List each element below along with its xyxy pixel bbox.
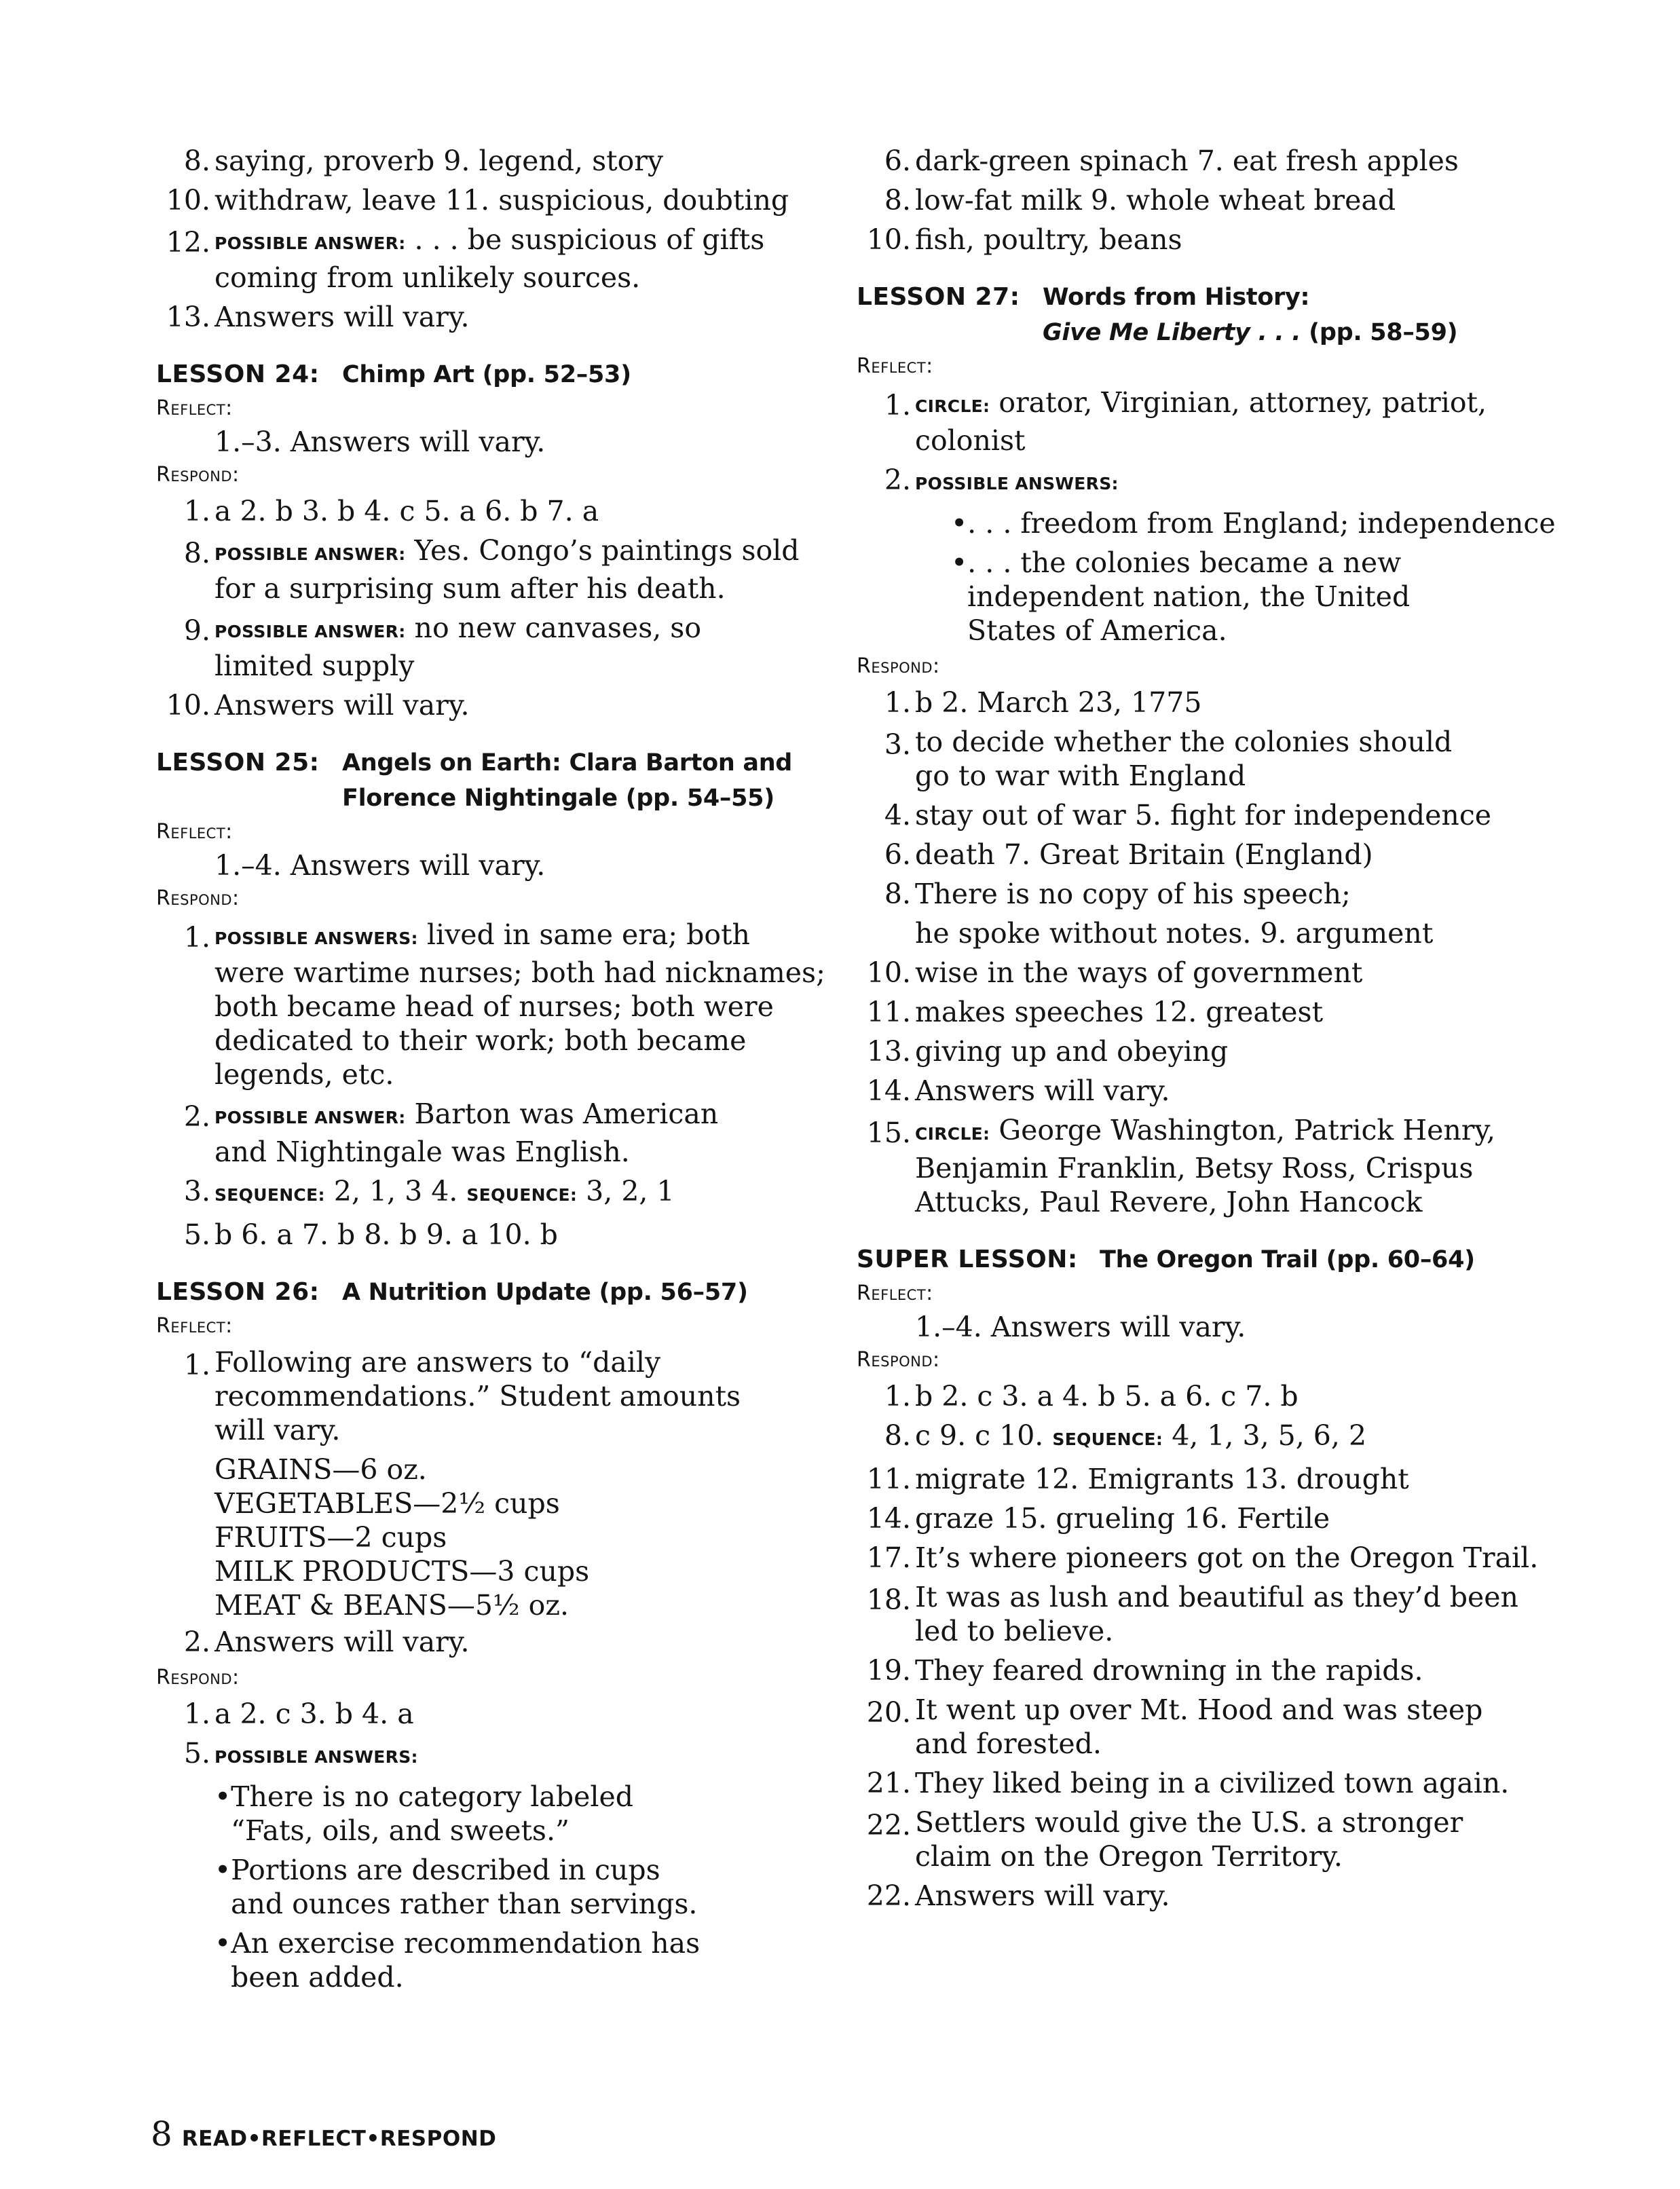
recommendation-grains: GRAINS—6 oz. <box>214 1453 427 1486</box>
answer-row: 8. c 9. c 10. SEQUENCE: 4, 1, 3, 5, 6, 2 <box>884 1419 1367 1452</box>
answer-item: 8. POSSIBLE ANSWER: Yes. Congo’s paintings sold for a surprising sum after his death. <box>183 534 800 605</box>
recommendation-fruits: FRUITS—2 cups <box>214 1521 447 1554</box>
answer-row: 1. b 2. March 23, 1775 <box>884 686 1202 719</box>
answer-row: 8. saying, proverb 9. legend, story <box>183 145 664 177</box>
answer-row: 3. SEQUENCE: 2, 1, 3 4. SEQUENCE: 3, 2, 1 <box>183 1175 675 1208</box>
answer-row: 17. It’s where pioneers got on the Oregon Trail. <box>866 1541 1539 1574</box>
page-number: 8 <box>151 2114 172 2154</box>
bullet-item: •An exercise recommendation has been added. <box>214 1927 701 1994</box>
reflect-label: Reflect: <box>156 820 233 844</box>
answer-row: 8. low-fat milk 9. whole wheat bread <box>884 184 1396 217</box>
recommendation-meat: MEAT & BEANS—5½ oz. <box>214 1589 569 1622</box>
answer-item: 1. CIRCLE: orator, Virginian, attorney, patriot, colonist <box>884 386 1487 457</box>
answer-item: 15. CIRCLE: George Washington, Patrick Henry, Benjamin Franklin, Betsy Ross, Crispus Attucks, Paul Revere, John Hancock <box>866 1114 1496 1218</box>
recommendation-vegetables: VEGETABLES—2½ cups <box>214 1487 560 1520</box>
answer-row: 13. giving up and obeying <box>866 1035 1229 1068</box>
left-column <box>156 141 835 1997</box>
answer-row: 11. migrate 12. Emigrants 13. drought <box>866 1463 1409 1495</box>
answer-row: 8. There is no copy of his speech; <box>884 878 1351 910</box>
answer-row: 5. b 6. a 7. b 8. b 9. a 10. b <box>183 1218 558 1251</box>
answer-row: 22. Answers will vary. <box>866 1879 1170 1912</box>
answer-row: 13. Answers will vary. <box>166 301 470 333</box>
lesson-24-heading: LESSON 24: Chimp Art (pp. 52–53) <box>156 360 631 388</box>
answer-row: 11. makes speeches 12. greatest <box>866 996 1324 1028</box>
reflect-label: Reflect: <box>857 1281 933 1305</box>
answer-row: 10. withdraw, leave 11. suspicious, doubting <box>166 184 789 217</box>
bullet-item: •. . . freedom from England; independence <box>951 507 1556 540</box>
reflect-label: Reflect: <box>156 396 233 420</box>
reflect-label: Reflect: <box>156 1314 233 1338</box>
reflect-answer: 1.–4. Answers will vary. <box>214 849 546 882</box>
answer-row: 10. wise in the ways of government <box>866 956 1363 989</box>
answer-item: 3. to decide whether the colonies should go to war with England <box>884 726 1453 792</box>
answer-row: 2. Answers will vary. <box>183 1626 470 1658</box>
page-footer <box>151 2114 496 2154</box>
bullet-item: •. . . the colonies became a new independent nation, the United States of America. <box>951 546 1411 647</box>
bullet-item: •There is no category labeled “Fats, oils, and sweets.” <box>214 1780 633 1847</box>
answer-item: 9. POSSIBLE ANSWER: no new canvases, so limited supply <box>183 612 702 682</box>
answer-row: he spoke without notes. 9. argument <box>915 917 1434 950</box>
lesson-25-heading: LESSON 25: Angels on Earth: Clara Barton and Florence Nightingale (pp. 54–55) <box>156 749 793 812</box>
lesson-26-heading: LESSON 26: A Nutrition Update (pp. 56–57) <box>156 1278 748 1306</box>
answer-item: 1. POSSIBLE ANSWERS: lived in same era; both were wartime nurses; both had nicknames; both became head of nurses; both were dedicated to their work; both became legends, etc. <box>183 918 825 1091</box>
respond-label: Respond: <box>156 886 240 910</box>
answer-row: 2. POSSIBLE ANSWERS: <box>884 464 1119 496</box>
respond-label: Respond: <box>857 654 940 678</box>
lesson-27-heading: LESSON 27: Words from History: Give Me Liberty . . . (pp. 58–59) <box>857 283 1458 346</box>
answer-item: 2. POSSIBLE ANSWER: Barton was American and Nightingale was English. <box>183 1098 719 1168</box>
respond-label: Respond: <box>857 1348 940 1372</box>
respond-label: Respond: <box>156 1666 240 1689</box>
super-lesson-heading: SUPER LESSON: The Oregon Trail (pp. 60–64) <box>857 1246 1475 1273</box>
answer-row: 6. death 7. Great Britain (England) <box>884 838 1373 871</box>
answer-item: 22. Settlers would give the U.S. a stronger claim on the Oregon Territory. <box>866 1806 1463 1873</box>
answer-row: 1. a 2. b 3. b 4. c 5. a 6. b 7. a <box>183 495 599 527</box>
reflect-label: Reflect: <box>857 354 933 378</box>
right-column <box>857 141 1556 1915</box>
answer-row: 19. They feared drowning in the rapids. <box>866 1654 1423 1687</box>
answer-row: 14. graze 15. grueling 16. Fertile <box>866 1502 1330 1535</box>
reflect-answer: 1.–4. Answers will vary. <box>915 1311 1246 1343</box>
bullet-item: •Portions are described in cups and ounces rather than servings. <box>214 1854 698 1920</box>
answer-row: 10. Answers will vary. <box>166 689 470 722</box>
answer-row: 4. stay out of war 5. fight for independence <box>884 799 1492 831</box>
answer-row: 1. b 2. c 3. a 4. b 5. a 6. c 7. b <box>884 1380 1299 1412</box>
answer-row: 21. They liked being in a civilized town again. <box>866 1767 1510 1799</box>
answer-row: 6. dark-green spinach 7. eat fresh apples <box>884 145 1459 177</box>
book-title: READ•REFLECT•RESPOND <box>181 2127 497 2151</box>
answer-row: 10. fish, poultry, beans <box>866 223 1182 256</box>
respond-label: Respond: <box>156 463 240 487</box>
answer-item: 18. It was as lush and beautiful as they’d been led to believe. <box>866 1581 1518 1647</box>
answer-item: 20. It went up over Mt. Hood and was steep and forested. <box>866 1694 1483 1760</box>
recommendation-milk: MILK PRODUCTS—3 cups <box>214 1555 590 1588</box>
reflect-answer: 1.–3. Answers will vary. <box>214 426 546 458</box>
answer-row: 1. a 2. c 3. b 4. a <box>183 1698 414 1730</box>
answer-item: 12. POSSIBLE ANSWER: . . . be suspicious of gifts coming from unlikely sources. <box>166 223 765 294</box>
answer-row: 14. Answers will vary. <box>866 1074 1170 1107</box>
answer-row: 5. POSSIBLE ANSWERS: <box>183 1737 418 1770</box>
answer-item: 1. Following are answers to “daily recommendations.” Student amounts will vary. <box>183 1346 741 1446</box>
